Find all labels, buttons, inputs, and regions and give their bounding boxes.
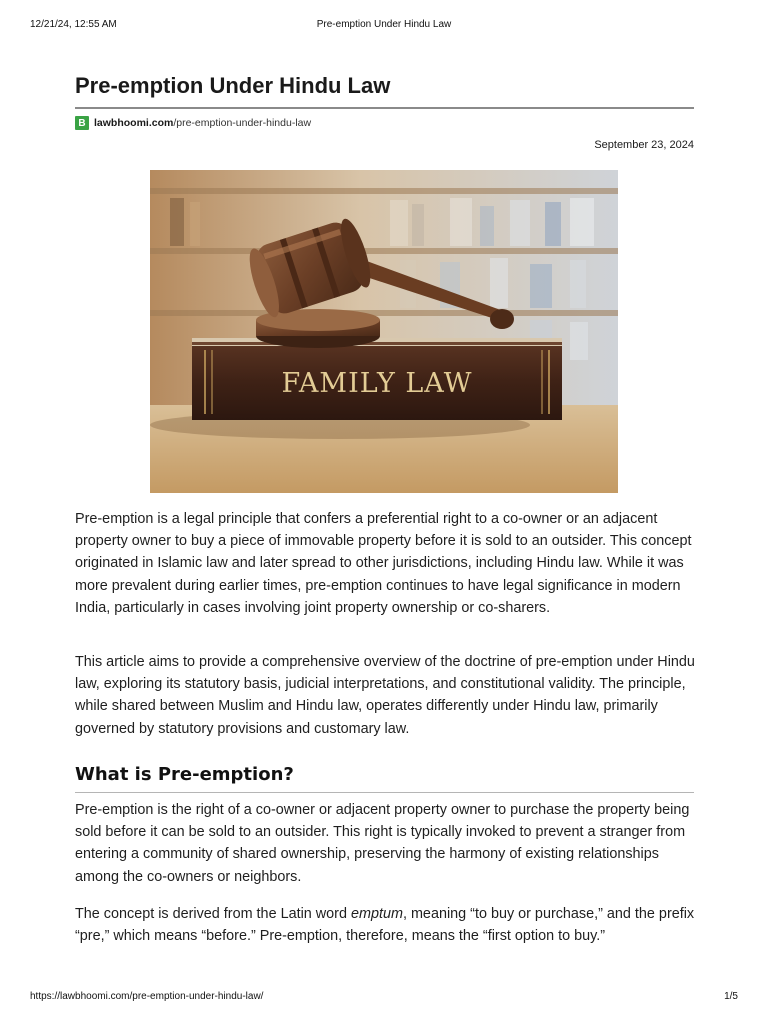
- title-divider: [75, 107, 694, 109]
- print-header: [30, 19, 738, 33]
- intro-paragraph: Pre-emption is a legal principle that confers a preferential right to a co-owner or an adjacent property owner to buy a piece of immovable property before it is sold to an outsider. This concept originated in Islamic law and later spread to other jurisdictions, including Hindu law. While it was more prevalent during earlier times, pre-emption continues to have legal significance in modern India, particularly in cases involving joint property ownership or co-sharers.: [75, 511, 692, 616]
- article-header: [75, 70, 694, 155]
- print-url: https://lawbhoomi.com/pre-emption-under-hindu-law/: [30, 991, 264, 1002]
- book-spine-label: FAMILY LAW: [281, 368, 473, 399]
- print-datetime: 12/21/24, 12:55 AM: [30, 19, 117, 30]
- site-logo-icon: B: [75, 116, 89, 130]
- print-title: Pre-emption Under Hindu Law: [316, 19, 452, 30]
- section-heading: What is Pre-emption?: [75, 764, 294, 785]
- hero-image: [150, 170, 618, 493]
- source-path: /pre-emption-under-hindu-law: [173, 117, 312, 129]
- source-domain: lawbhoomi.com: [94, 117, 174, 129]
- etymology-paragraph: [75, 903, 697, 947]
- overview-paragraph: This article aims to provide a comprehensive overview of the doctrine of pre-emption under Hindu law, exploring its statutory basis, judicial interpretations, and constitutional validity. The principle, while shared between Muslim and Hindu law, operates differently under Hindu law, primarily governed by statutory provisions and customary law.: [75, 654, 695, 737]
- latin-term: emptum: [350, 906, 403, 922]
- etymology-text-start: The concept is derived from the Latin word: [75, 906, 351, 922]
- article-title: Pre-emption Under Hindu Law: [75, 73, 391, 98]
- source-link[interactable]: [75, 115, 694, 131]
- etymology-text-end: , meaning “to buy or purchase,” and the prefix “pre,” which means “before.” Pre-emption, therefore, means the “first option to buy.”: [75, 906, 695, 945]
- section-divider: [75, 792, 694, 793]
- publish-date: September 23, 2024: [594, 139, 694, 151]
- page-number: 1/5: [724, 991, 738, 1002]
- definition-paragraph: Pre-emption is the right of a co-owner or adjacent property owner to purchase the property being sold before it can be sold to an outsider. This right is typically invoked to prevent a stranger from entering a community of shared ownership, preserving the harmony of existing relationships among the co-owners or neighbors.: [75, 802, 690, 885]
- print-footer: [30, 991, 738, 1005]
